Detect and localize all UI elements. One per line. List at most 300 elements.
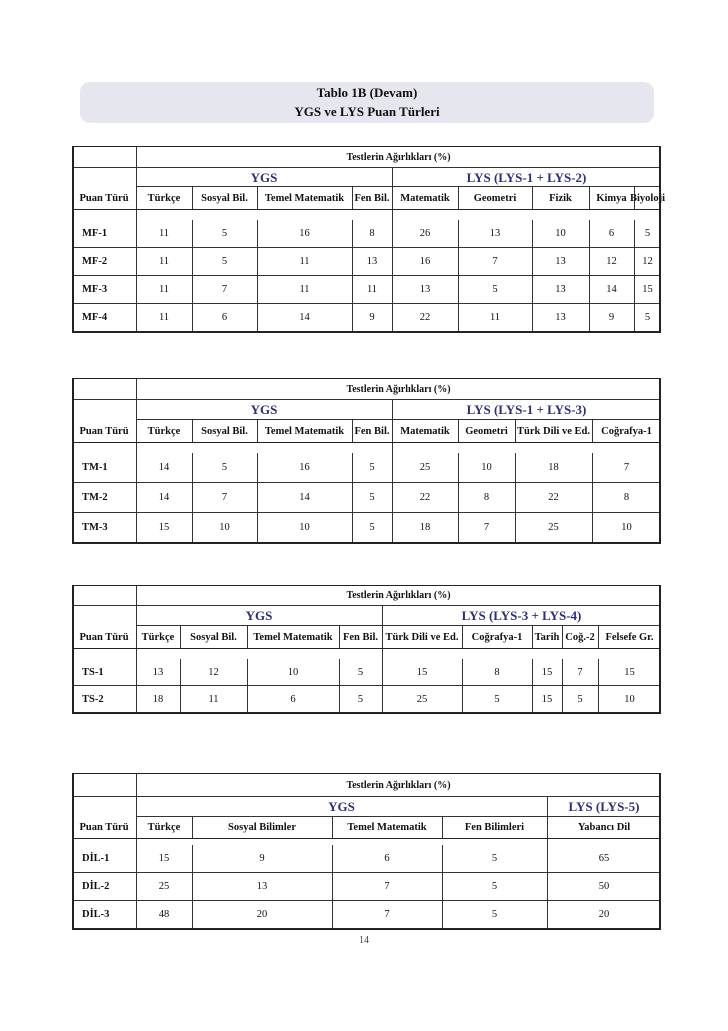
- divider: [136, 220, 137, 247]
- divider: [382, 626, 383, 648]
- divider: [442, 873, 443, 900]
- divider: [392, 483, 393, 512]
- weight-value: 65: [598, 853, 610, 864]
- divider: [136, 248, 137, 275]
- divider: [136, 797, 137, 817]
- caption-line-2: YGS ve LYS Puan Türleri: [294, 104, 440, 119]
- column-header: Matematik: [400, 192, 450, 204]
- weight-value: 5: [357, 666, 364, 678]
- column-header: Türkçe: [147, 192, 181, 204]
- weight-value: 12: [642, 256, 653, 267]
- weight-value: 18: [419, 522, 431, 533]
- divider: [180, 659, 181, 685]
- divider: [392, 443, 393, 453]
- divider: [192, 187, 193, 209]
- divider: [592, 513, 593, 542]
- table-group-row: [72, 606, 661, 626]
- divider: [382, 659, 383, 685]
- weight-value: 14: [299, 312, 310, 323]
- divider: [442, 845, 443, 872]
- divider: [532, 304, 533, 331]
- divider: [532, 248, 533, 275]
- divider: [136, 686, 137, 712]
- group-lys-label: LYS (LYS-3 + LYS-4): [461, 608, 582, 623]
- divider: [339, 659, 340, 685]
- weight-value: 15: [642, 284, 653, 295]
- weight-value: 5: [369, 522, 375, 533]
- divider: [532, 659, 533, 685]
- weight-value: 5: [369, 492, 375, 503]
- divider: [634, 248, 635, 275]
- column-header: Felsefe Gr.: [605, 631, 654, 643]
- score-type-label: TS-2: [82, 693, 104, 705]
- weight-value: 13: [555, 256, 566, 267]
- table-left-border: [72, 774, 74, 928]
- divider: [532, 220, 533, 247]
- divider: [392, 513, 393, 542]
- divider: [547, 873, 548, 900]
- divider: [136, 817, 137, 838]
- weight-value: 16: [419, 256, 431, 267]
- divider: [547, 797, 548, 817]
- weight-value: 5: [577, 693, 583, 705]
- table-right-border: [659, 147, 661, 331]
- weight-value: 5: [369, 462, 375, 473]
- weight-value: 6: [384, 853, 390, 864]
- divider: [136, 147, 137, 167]
- column-header: Coğrafya-1: [471, 631, 523, 643]
- weight-value: 5: [221, 256, 228, 267]
- divider: [257, 483, 258, 512]
- weight-value: 10: [481, 462, 492, 473]
- weight-value: 14: [158, 462, 170, 473]
- weight-value: 6: [221, 312, 228, 323]
- divider: [515, 483, 516, 512]
- group-ygs-label: YGS: [250, 169, 278, 185]
- divider: [458, 420, 459, 442]
- divider: [136, 168, 137, 187]
- weight-value: 25: [548, 522, 559, 533]
- weight-value: 8: [369, 228, 375, 239]
- divider: [192, 873, 193, 900]
- column-header: Sosyal Bil.: [201, 192, 248, 204]
- column-header: Puan Türü: [79, 822, 129, 833]
- table-title-row: [72, 379, 661, 400]
- weight-value: 14: [299, 492, 310, 503]
- divider: [352, 187, 353, 209]
- divider: [136, 774, 137, 796]
- column-header: Sosyal Bil.: [201, 425, 248, 437]
- divider: [136, 626, 137, 648]
- divider: [257, 220, 258, 247]
- weight-value: 13: [366, 256, 378, 267]
- weight-value: 6: [290, 693, 296, 705]
- weight-value: 13: [419, 284, 431, 295]
- weight-value: 10: [299, 522, 310, 533]
- divider: [136, 276, 137, 303]
- divider: [136, 513, 137, 542]
- weights-table: [72, 146, 666, 333]
- weight-value: 20: [598, 909, 610, 920]
- group-lys-label: LYS (LYS-1 + LYS-2): [466, 169, 587, 185]
- divider: [392, 453, 393, 482]
- table-right-border: [659, 379, 661, 542]
- weight-value: 18: [152, 693, 164, 705]
- weight-value: 10: [287, 666, 299, 678]
- divider: [352, 220, 353, 247]
- table-spacer: [72, 443, 661, 453]
- divider: [589, 220, 590, 247]
- weight-value: 15: [624, 666, 635, 678]
- divider: [392, 168, 393, 187]
- table-row: [72, 845, 661, 873]
- column-header: Fen Bilimleri: [464, 822, 525, 833]
- column-header: Türkçe: [141, 631, 175, 643]
- score-type-label: TM-3: [82, 522, 108, 533]
- divider: [392, 420, 393, 442]
- page-number: 14: [359, 935, 369, 946]
- column-header: Kimya: [596, 192, 627, 204]
- divider: [598, 626, 599, 648]
- weight-value: 5: [221, 228, 228, 239]
- column-header: Matematik: [400, 425, 450, 437]
- weight-value: 11: [489, 312, 501, 323]
- divider: [458, 483, 459, 512]
- divider: [532, 187, 533, 209]
- column-header: Biyoloji: [630, 192, 666, 204]
- divider: [136, 659, 137, 685]
- column-header: Türkçe: [147, 822, 181, 833]
- divider: [392, 187, 393, 209]
- divider: [247, 659, 248, 685]
- weight-value: 16: [299, 228, 310, 239]
- divider: [458, 220, 459, 247]
- divider: [192, 901, 193, 928]
- divider: [592, 453, 593, 482]
- column-header: Fen Bil.: [354, 425, 390, 437]
- weight-value: 25: [419, 462, 431, 473]
- weight-value: 7: [623, 462, 630, 473]
- divider: [462, 686, 463, 712]
- divider: [589, 248, 590, 275]
- weight-value: 25: [158, 881, 170, 892]
- divider: [332, 817, 333, 838]
- divider: [352, 276, 353, 303]
- divider: [598, 659, 599, 685]
- divider: [458, 453, 459, 482]
- divider: [136, 845, 137, 872]
- divider: [192, 420, 193, 442]
- table-title: Testlerin Ağırlıkları (%): [346, 151, 451, 163]
- divider: [458, 304, 459, 331]
- weight-value: 8: [483, 492, 490, 503]
- table-left-border: [72, 379, 74, 542]
- table-left-border: [72, 586, 74, 712]
- weight-value: 7: [483, 522, 490, 533]
- weight-value: 10: [219, 522, 230, 533]
- column-header: Puan Türü: [79, 425, 129, 437]
- weight-value: 13: [256, 881, 268, 892]
- divider: [392, 220, 393, 247]
- divider: [352, 304, 353, 331]
- column-header: Sosyal Bil.: [190, 631, 237, 643]
- weight-value: 11: [158, 284, 170, 295]
- weight-value: 12: [208, 666, 219, 678]
- divider: [442, 901, 443, 928]
- divider: [136, 379, 137, 399]
- divider: [257, 453, 258, 482]
- weight-value: 11: [158, 228, 170, 239]
- weight-value: 20: [256, 909, 268, 920]
- weight-value: 13: [489, 228, 501, 239]
- weight-value: 15: [158, 853, 170, 864]
- table-left-border: [72, 147, 74, 331]
- weight-value: 22: [548, 492, 559, 503]
- divider: [352, 483, 353, 512]
- divider: [192, 513, 193, 542]
- divider: [257, 187, 258, 209]
- column-header: Geometri: [473, 192, 517, 204]
- weight-value: 10: [555, 228, 566, 239]
- score-type-label: TM-1: [82, 462, 108, 473]
- divider: [392, 210, 393, 220]
- column-header: Puan Türü: [79, 631, 129, 643]
- weight-value: 5: [644, 312, 651, 323]
- score-type-label: DİL-2: [82, 881, 110, 892]
- divider: [352, 453, 353, 482]
- weight-value: 11: [299, 256, 310, 267]
- divider: [257, 304, 258, 331]
- weight-value: 14: [158, 492, 170, 503]
- score-type-label: TM-2: [82, 492, 108, 503]
- weight-value: 11: [208, 693, 219, 705]
- weight-value: 15: [541, 666, 553, 678]
- divider: [136, 187, 137, 209]
- weight-value: 11: [366, 284, 378, 295]
- table-row: [72, 304, 661, 331]
- divider: [136, 606, 137, 626]
- table-row: [72, 248, 661, 276]
- divider: [382, 606, 383, 626]
- divider: [136, 873, 137, 900]
- table-title-row: [72, 147, 661, 168]
- weight-value: 7: [384, 881, 390, 892]
- table-row: [72, 659, 661, 686]
- weight-value: 6: [608, 228, 615, 239]
- weight-value: 14: [606, 284, 617, 295]
- divider: [136, 420, 137, 442]
- divider: [136, 453, 137, 482]
- column-header: Türk Dili ve Ed.: [385, 631, 459, 643]
- divider: [562, 686, 563, 712]
- divider: [562, 626, 563, 648]
- table-row: [72, 901, 661, 928]
- weight-value: 7: [492, 256, 498, 267]
- divider: [352, 420, 353, 442]
- weight-value: 13: [555, 284, 566, 295]
- column-header: Puan Türü: [79, 192, 129, 204]
- caption-line-1: Tablo 1B (Devam): [316, 85, 418, 100]
- weight-value: 7: [221, 492, 228, 503]
- divider: [332, 873, 333, 900]
- divider: [136, 304, 137, 331]
- column-header: Coğrafya-1: [601, 425, 652, 437]
- score-type-label: MF-1: [82, 228, 108, 239]
- divider: [192, 453, 193, 482]
- weight-value: 11: [158, 256, 170, 267]
- table-group-row: [72, 797, 661, 817]
- divider: [547, 845, 548, 872]
- table-row: [72, 686, 661, 712]
- divider: [339, 686, 340, 712]
- weight-value: 8: [623, 492, 630, 503]
- score-type-label: TS-1: [82, 666, 104, 678]
- table-header-row: [72, 817, 661, 839]
- divider: [462, 626, 463, 648]
- divider: [392, 400, 393, 420]
- divider: [592, 483, 593, 512]
- weight-value: 11: [158, 312, 170, 323]
- weight-value: 26: [419, 228, 431, 239]
- table-header-row: [72, 420, 661, 443]
- table-spacer: [72, 210, 661, 220]
- score-type-label: MF-3: [82, 284, 108, 295]
- table-title: Testlerin Ağırlıkları (%): [346, 590, 451, 601]
- divider: [257, 420, 258, 442]
- weights-table: [72, 378, 661, 544]
- table-header-row: [72, 187, 666, 210]
- divider: [136, 210, 137, 220]
- group-lys-label: LYS (LYS-5): [568, 799, 640, 814]
- column-header: Temel Matematik: [347, 822, 427, 833]
- table-group-row: [72, 400, 661, 420]
- weight-value: 9: [369, 312, 375, 323]
- divider: [634, 220, 635, 247]
- divider: [515, 420, 516, 442]
- weight-value: 10: [621, 522, 632, 533]
- divider: [515, 453, 516, 482]
- divider: [462, 659, 463, 685]
- column-header: Fizik: [549, 192, 572, 204]
- divider: [562, 659, 563, 685]
- weight-value: 25: [416, 693, 428, 705]
- weight-value: 11: [299, 284, 310, 295]
- divider: [332, 845, 333, 872]
- table-group-row: [72, 168, 661, 187]
- weight-value: 48: [158, 909, 170, 920]
- group-lys-label: LYS (LYS-1 + LYS-3): [466, 402, 587, 417]
- divider: [192, 304, 193, 331]
- table-right-border: [659, 774, 661, 928]
- weights-table: [72, 585, 661, 714]
- divider: [136, 483, 137, 512]
- table-right-border: [659, 586, 661, 712]
- divider: [532, 276, 533, 303]
- divider: [180, 686, 181, 712]
- group-ygs-label: YGS: [245, 608, 273, 623]
- table-caption-banner: [80, 82, 654, 123]
- weight-value: 22: [419, 492, 431, 503]
- divider: [634, 276, 635, 303]
- column-header: Tarih: [534, 631, 560, 643]
- weight-value: 50: [598, 881, 610, 892]
- weight-value: 10: [624, 693, 635, 705]
- weight-value: 7: [221, 284, 228, 295]
- divider: [136, 586, 137, 605]
- divider: [382, 686, 383, 712]
- weight-value: 13: [555, 312, 566, 323]
- column-header: Fen Bil.: [342, 631, 378, 643]
- table-title: Testlerin Ağırlıkları (%): [346, 383, 451, 395]
- divider: [352, 248, 353, 275]
- column-header: Temel Matematik: [264, 192, 345, 204]
- column-header: Yabancı Dil: [577, 822, 631, 833]
- group-ygs-label: YGS: [250, 402, 278, 417]
- divider: [589, 276, 590, 303]
- weight-value: 8: [494, 666, 500, 678]
- column-header: Sosyal Bilimler: [228, 822, 296, 833]
- divider: [257, 248, 258, 275]
- weight-value: 16: [299, 462, 310, 473]
- column-header: Türkçe: [147, 425, 181, 437]
- divider: [532, 686, 533, 712]
- divider: [192, 220, 193, 247]
- divider: [192, 483, 193, 512]
- divider: [180, 626, 181, 648]
- weight-value: 15: [158, 522, 170, 533]
- score-type-label: MF-4: [82, 312, 108, 323]
- table-header-row: [72, 626, 661, 649]
- weight-value: 18: [548, 462, 559, 473]
- group-ygs-label: YGS: [328, 799, 355, 814]
- weight-value: 9: [259, 853, 265, 864]
- divider: [458, 187, 459, 209]
- score-type-label: DİL-3: [82, 909, 110, 920]
- column-header: Geometri: [465, 425, 508, 437]
- divider: [247, 686, 248, 712]
- table-row: [72, 483, 661, 513]
- score-type-label: MF-2: [82, 256, 108, 267]
- divider: [634, 187, 635, 209]
- divider: [392, 248, 393, 275]
- divider: [458, 248, 459, 275]
- divider: [592, 420, 593, 442]
- divider: [247, 626, 248, 648]
- divider: [136, 443, 137, 453]
- weight-value: 7: [384, 909, 390, 920]
- divider: [598, 686, 599, 712]
- column-header: Türk Dili ve Ed.: [517, 425, 590, 437]
- divider: [136, 901, 137, 928]
- divider: [382, 649, 383, 659]
- divider: [458, 513, 459, 542]
- table-row: [72, 873, 661, 901]
- weight-value: 5: [221, 462, 228, 473]
- divider: [192, 276, 193, 303]
- divider: [192, 845, 193, 872]
- weight-value: 22: [419, 312, 431, 323]
- table-spacer: [72, 649, 661, 659]
- column-header: Temel Matematik: [253, 631, 333, 643]
- divider: [442, 817, 443, 838]
- divider: [515, 513, 516, 542]
- divider: [352, 513, 353, 542]
- weight-value: 5: [491, 909, 498, 920]
- divider: [339, 626, 340, 648]
- divider: [589, 304, 590, 331]
- divider: [589, 187, 590, 209]
- table-row: [72, 513, 661, 542]
